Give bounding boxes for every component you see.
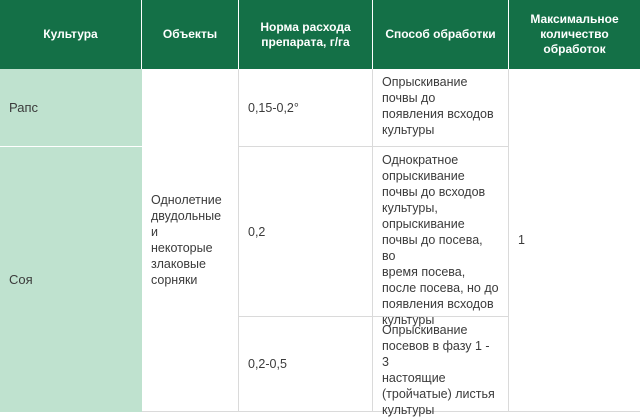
header-method: Способ обработки: [373, 0, 509, 69]
rate-cell-soybean-soil: 0,2: [239, 147, 373, 317]
method-text: Опрыскивание посевов в фазу 1 - 3 настоящие (тройчатые) листья культуры: [382, 323, 495, 417]
header-max-treatments: Максимальное количество обработок: [509, 0, 640, 69]
method-cell-soybean-soil: [373, 147, 509, 327]
objects-text: Однолетние двудольные и некоторые злаковые сорняки: [151, 193, 222, 287]
crop-cell-rapeseed: Рапс: [0, 69, 142, 147]
header-crop: Культура: [0, 0, 142, 69]
method-cell-rapeseed: [373, 69, 509, 147]
method-text: Однократное опрыскивание почвы до всходов культуры, опрыскивание почвы до посева, во время посева, после посева, но до появления всходов культуры: [382, 153, 499, 327]
header-rate: Норма расхода препарата, г/га: [239, 0, 373, 69]
rate-cell-rapeseed: 0,15-0,2°: [239, 69, 373, 147]
rate-cell-soybean-crops: 0,2-0,5: [239, 317, 373, 412]
method-cell-soybean-crops: [373, 317, 509, 417]
method-text: Опрыскивание почвы до появления всходов культуры: [382, 75, 494, 137]
max-treatments-cell: 1: [509, 69, 640, 412]
objects-cell: [142, 69, 239, 412]
crop-cell-soybean: Соя: [0, 147, 142, 412]
header-objects: Объекты: [142, 0, 239, 69]
